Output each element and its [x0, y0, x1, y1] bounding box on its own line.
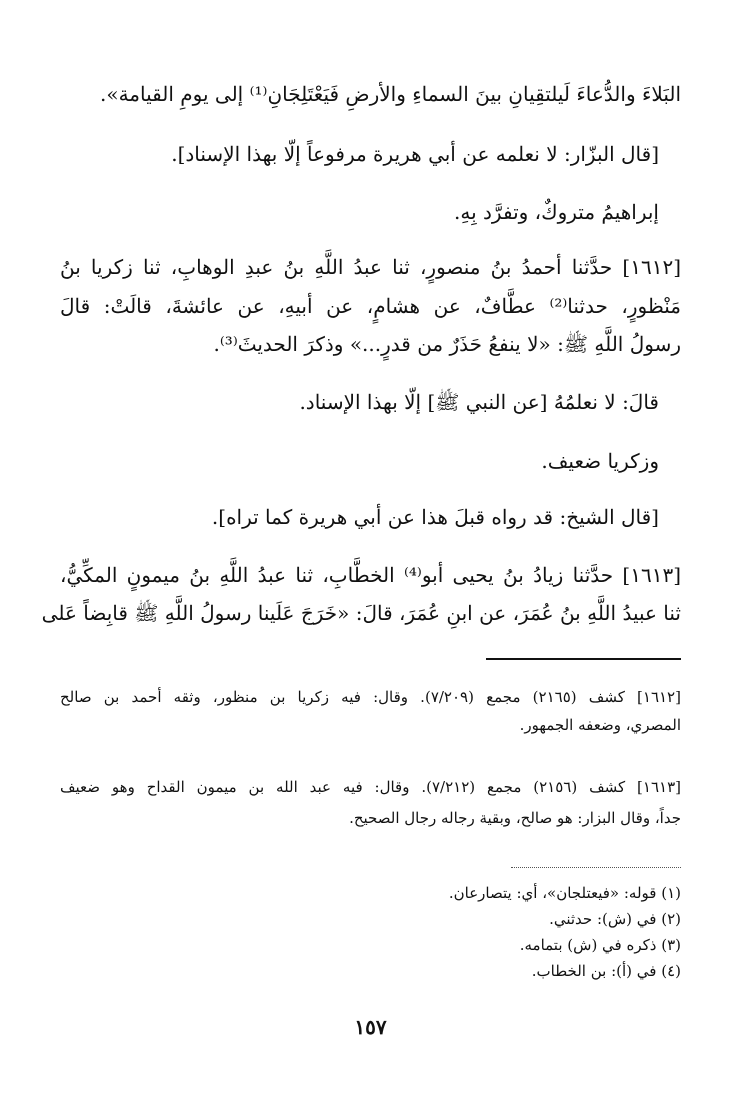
- main-line-2: [قال البزّار: لا نعلمه عن أبي هريرة مرفوعاً إلّا بهذا الإسناد].: [171, 142, 659, 166]
- dotted-separator: [511, 867, 681, 868]
- commentary-line-3: [١٦١٣] كشف (٢١٥٦) مجمع (٧/٢١٢). وقال: فيه عبد الله بن ميمون القداح وهو ضعيف: [60, 778, 681, 796]
- main-line-3: إبراهيمُ متروكٌ، وتفرَّد بِهِ.: [454, 200, 659, 224]
- main-line-4: [١٦١٢] حدَّثنا أحمدُ بنُ منصورٍ، ثنا عبدُ اللَّهِ بنُ عبدِ الوهابِ، ثنا زكريا بنُ: [60, 255, 681, 279]
- main-line-10: [١٦١٣] حدَّثنا زيادُ بنُ يحيى أبو⁽⁴⁾ الخطَّابِ، ثنا عبدُ اللَّهِ بنُ ميمونٍ المكِّيُّ،: [60, 563, 682, 587]
- footnote-2: (٢) في (ش): حدثني.: [549, 910, 681, 928]
- commentary-line-1: [١٦١٢] كشف (٢١٦٥) مجمع (٧/٢٠٩). وقال: فيه زكريا بن منظور، وثقه أحمد بن صالح: [60, 688, 681, 706]
- main-line-11: ثنا عبيدُ اللَّهِ بنُ عُمَرَ، عن ابنِ عُمَرَ، قالَ: «خَرَجَ عَلَينا رسولُ اللَّهِ ﷺ قابِضاً عَلى: [41, 601, 681, 625]
- main-line-6: رسولُ اللَّهِ ﷺ: «لا ينفعُ حَذَرٌ من قدرٍ...» وذكرَ الحديثَ⁽³⁾.: [213, 332, 681, 356]
- main-line-7: قالَ: لا نعلمُهُ [عن النبي ﷺ] إلّا بهذا الإسناد.: [299, 390, 659, 414]
- footnote-1: (١) قوله: «فيعتلجان»، أي: يتصارعان.: [448, 884, 681, 902]
- main-line-8: وزكريا ضعيف.: [541, 449, 659, 473]
- commentary-line-4: جداً، وقال البزار: هو صالح، وبقية رجاله رجال الصحيح.: [349, 809, 681, 827]
- page-number: ١٥٧: [354, 1015, 387, 1039]
- commentary-line-2: المصري، وضعفه الجمهور.: [519, 716, 681, 734]
- footnote-separator: [486, 658, 681, 660]
- footnote-3: (٣) ذكره في (ش) بتمامه.: [519, 936, 681, 954]
- main-line-5: مَنْظورٍ، حدثنا⁽²⁾ عطَّافٌ، عن هشامٍ، عن أبيهِ، عن عائشةَ، قالَتْ: قالَ: [60, 294, 681, 318]
- main-line-9: [قال الشيخ: قد رواه قبلَ هذا عن أبي هريرة كما تراه].: [211, 505, 659, 529]
- main-line-1: البَلاءَ والدُّعاءَ لَيلتقِيانِ بينَ السماءِ والأرضِ فَيَعْتَلِجَانِ⁽¹⁾ إلى يومِ القيامة».: [99, 82, 681, 106]
- footnote-4: (٤) في (أ): بن الخطاب.: [531, 962, 681, 980]
